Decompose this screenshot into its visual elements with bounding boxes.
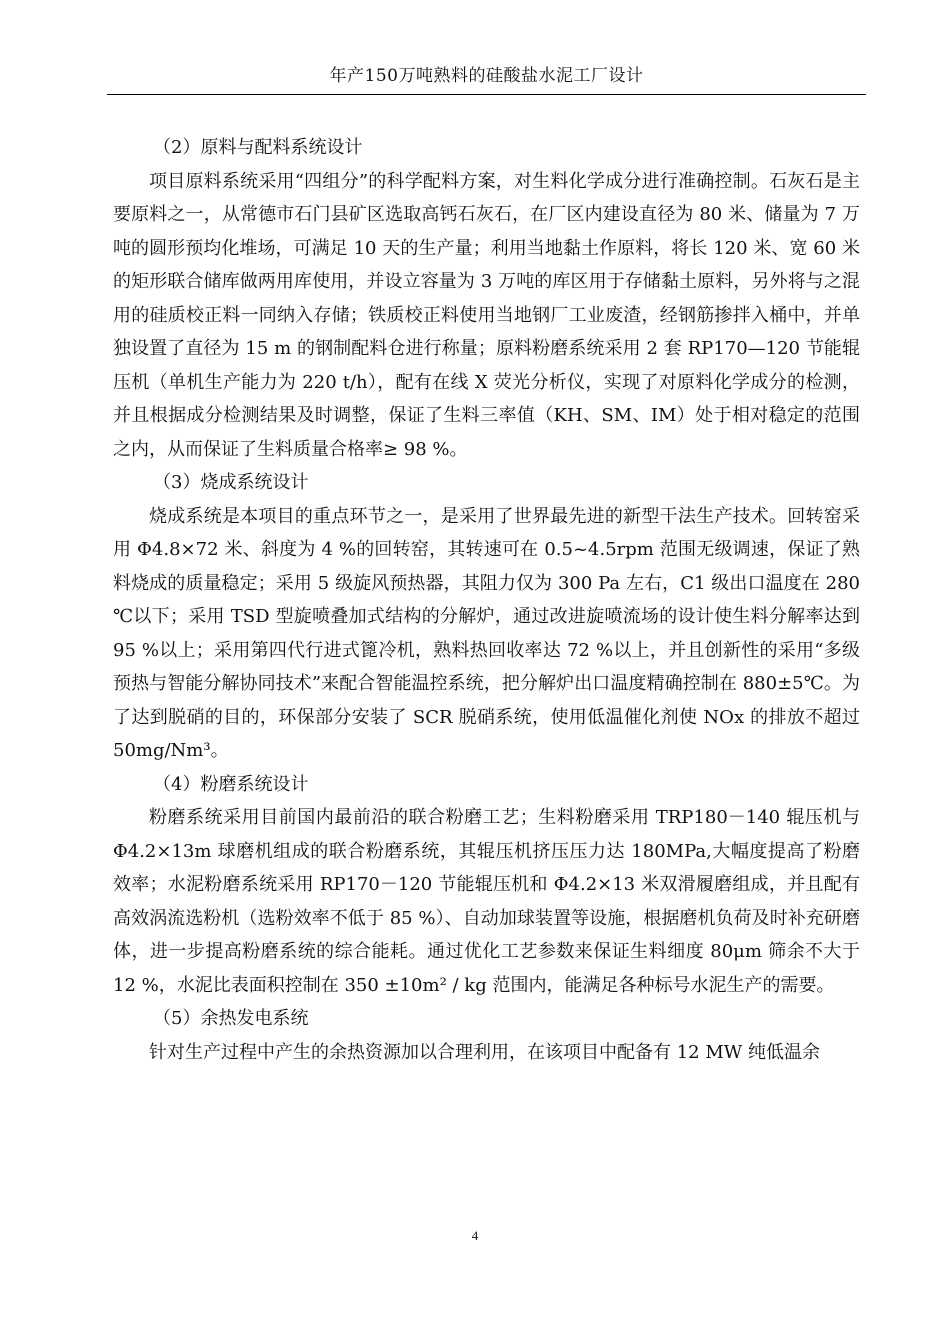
page-number: 4 <box>471 1228 479 1243</box>
paragraph-grinding: 粉磨系统采用目前国内最前沿的联合粉磨工艺；生料粉磨采用 TRP180－140 辊压机与 Φ4.2×13m 球磨机组成的联合粉磨系统，其辊压机挤压压力达 180MPa,大幅度提高了粉磨效率；水泥粉磨系统采用 RP170－120 节能辊压机和 Φ4.2×13 米双滑履磨组成，并且配有高效涡流选粉机（选粉效率不低于 85 %）、自动加球装置等设施，根据磨机负荷及时补充研磨体，进一步提高粉磨系统的综合能耗。通过优化工艺参数来保证生料细度 80μm 筛余不大于 12 %，水泥比表面积控制在 350 ±10m² / kg 范围内，能满足各种标号水泥生产的需要。 <box>113 807 860 996</box>
section-heading-firing: （3）烧成系统设计 <box>153 472 309 493</box>
section-heading-raw-material: （2）原料与配料系统设计 <box>153 137 363 158</box>
paragraph-waste-heat: 针对生产过程中产生的余热资源加以合理利用，在该项目中配备有 12 MW 纯低温余 <box>149 1041 820 1063</box>
page-footer <box>0 1228 950 1244</box>
running-header <box>107 62 866 95</box>
section-heading-grinding: （4）粉磨系统设计 <box>153 773 309 795</box>
header-title: 年产150万吨熟料的硅酸盐水泥工厂设计 <box>329 66 644 86</box>
paragraph-firing: 烧成系统是本项目的重点环节之一，是采用了世界最先进的新型干法生产技术。回转窑采用 Φ4.8×72 米、斜度为 4 %的回转窑，其转速可在 0.5~4.5rpm 范围无级调速，保证了熟料烧成的质量稳定；采用 5 级旋风预热器，其阻力仅为 300 Pa 左右，C1 级出口温度在 280 ℃以下；采用 TSD 型旋喷叠加式结构的分解炉，通过改进旋喷流场的设计使生料分解率达到 95 %以上；采用第四代行进式篦冷机，熟料热回收率达 72 %以上，并且创新性的采用“多级预热与智能分解协同技术”来配合智能温控系统，把分解炉出口温度精确控制在 880±5℃。为了达到脱硝的目的，环保部分安装了 SCR 脱硝系统，使用低温催化剂使 NOx 的排放不超过 50mg/Nm³。 <box>113 505 860 761</box>
document-body <box>113 131 860 1069</box>
section-heading-waste-heat: （5）余热发电系统 <box>153 1008 309 1029</box>
paragraph-raw-material: 项目原料系统采用“四组分”的科学配料方案，对生料化学成分进行准确控制。石灰石是主要原料之一，从常德市石门县矿区选取高钙石灰石，在厂区内建设直径为 80 米、储量为 7 万吨的圆形预均化堆场，可满足 10 天的生产量；利用当地黏土作原料，将长 120 米、宽 60 米的矩形联合储库做两用库使用，并设立容量为 3 万吨的库区用于存储黏土原料，另外将与之混用的硅质校正料一同纳入存储；铁质校正料使用当地钢厂工业废渣，经钢筋掺拌入桶中，并单独设置了直径为 15 m 的钢制配料仓进行称量；原料粉磨系统采用 2 套 RP170—120 节能辊压机（单机生产能力为 220 t/h），配有在线 X 荧光分析仪，实现了对原料化学成分的检测，并且根据成分检测结果及时调整，保证了生料三率值（KH、SM、IM）处于相对稳定的范围之内，从而保证了生料质量合格率≥ 98 %。 <box>113 170 860 460</box>
